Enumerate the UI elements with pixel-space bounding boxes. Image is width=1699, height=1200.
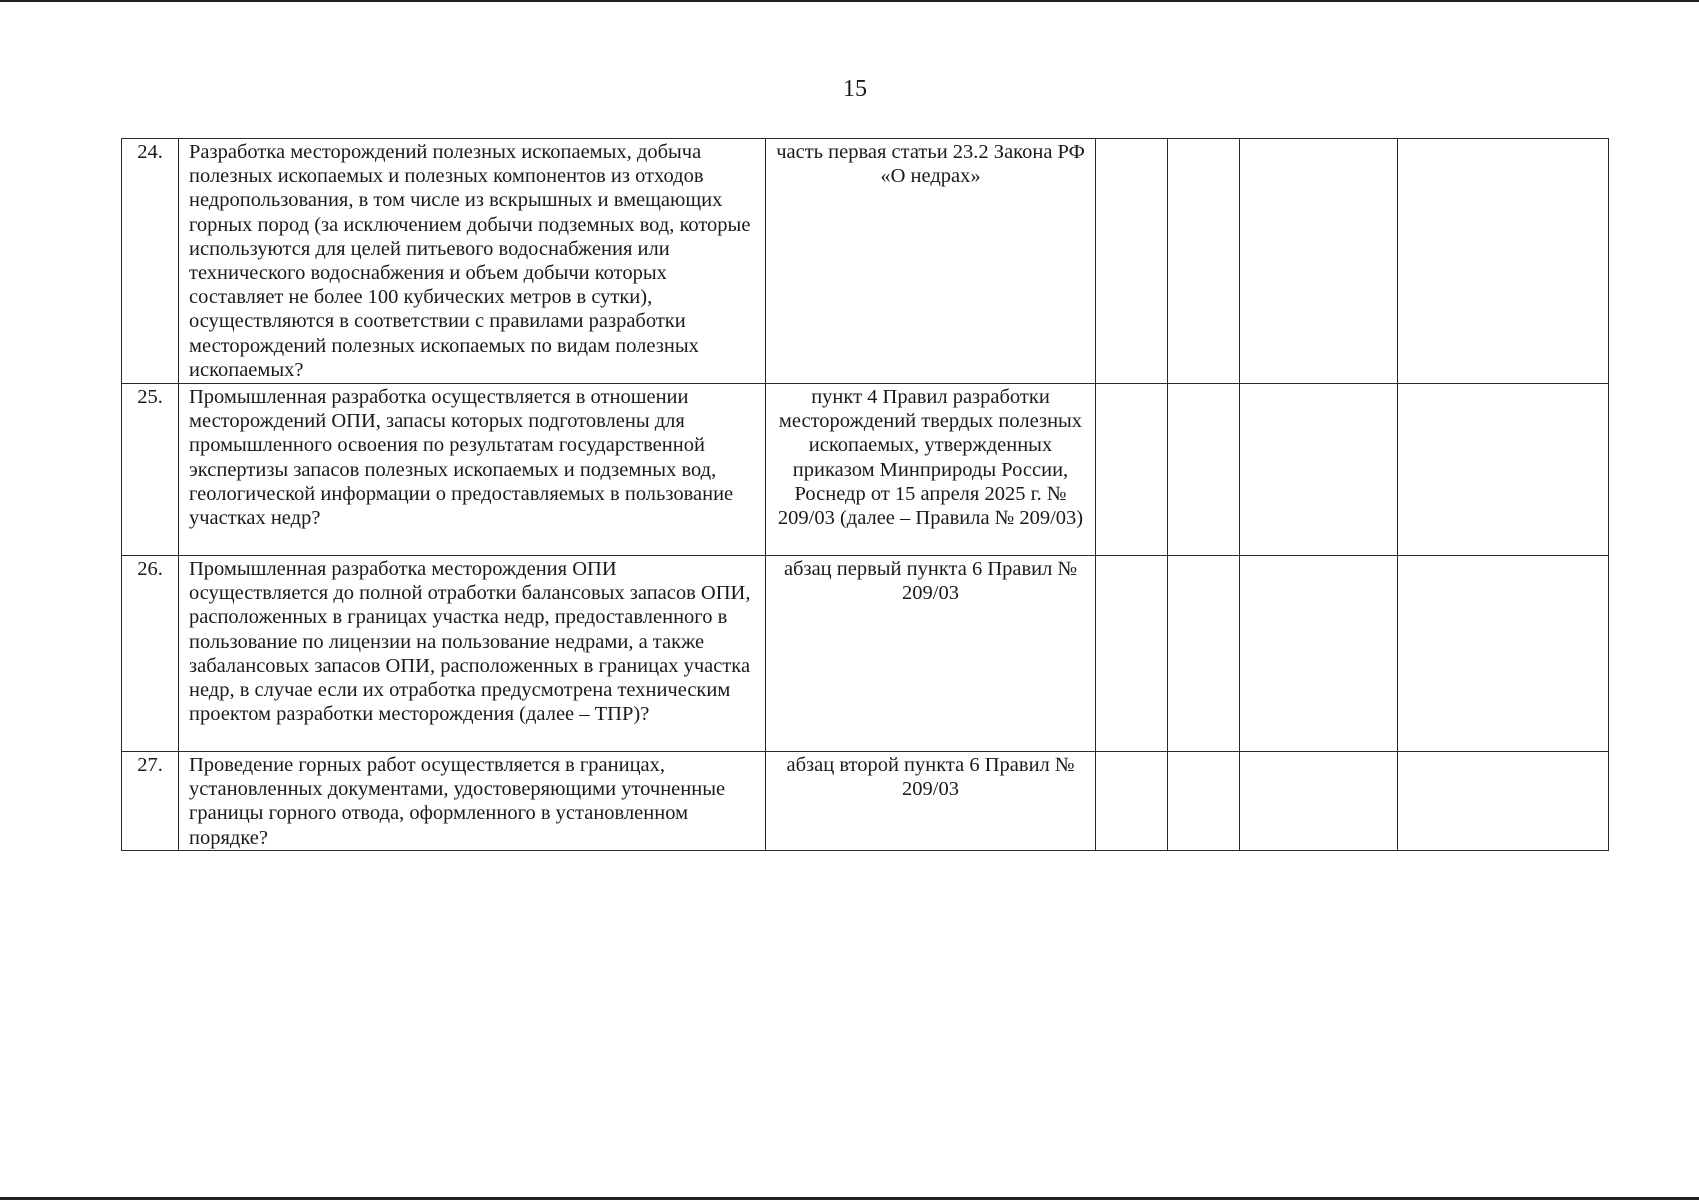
question-text: Проведение горных работ осуществляется в границах, установленных документами, удостоверяющими уточненные границы горного отвода, оформленного в установленном порядке? (179, 752, 766, 851)
answer-yes-cell (1096, 384, 1168, 556)
note-cell (1398, 556, 1609, 752)
legal-reference: пункт 4 Правил разработки месторождений твердых полезных ископаемых, утвержденных приказом Минприроды России, Роснедр от 15 апреля 2025 г. № 209/03 (далее – Правила № 209/03) (766, 384, 1096, 556)
row-number: 26. (122, 556, 179, 752)
table-row (122, 556, 1609, 752)
note-cell (1398, 384, 1609, 556)
row-number: 25. (122, 384, 179, 556)
not-applicable-cell (1240, 752, 1398, 851)
page-number: 15 (843, 76, 867, 102)
legal-reference: часть первая статьи 23.2 Закона РФ «О недрах» (766, 139, 1096, 384)
checklist-table (121, 138, 1609, 851)
not-applicable-cell (1240, 139, 1398, 384)
answer-yes-cell (1096, 139, 1168, 384)
answer-yes-cell (1096, 752, 1168, 851)
answer-no-cell (1168, 139, 1240, 384)
answer-yes-cell (1096, 556, 1168, 752)
answer-no-cell (1168, 556, 1240, 752)
note-cell (1398, 752, 1609, 851)
table-row (122, 384, 1609, 556)
row-number: 24. (122, 139, 179, 384)
legal-reference: абзац второй пункта 6 Правил № 209/03 (766, 752, 1096, 851)
row-number: 27. (122, 752, 179, 851)
table-row (122, 752, 1609, 851)
answer-no-cell (1168, 752, 1240, 851)
legal-reference: абзац первый пункта 6 Правил № 209/03 (766, 556, 1096, 752)
question-text: Промышленная разработка осуществляется в отношении месторождений ОПИ, запасы которых подготовлены для промышленного освоения по результатам государственной экспертизы запасов полезных ископаемых и подземных вод, геологической информации о предоставляемых в пользование участках недр? (179, 384, 766, 556)
not-applicable-cell (1240, 556, 1398, 752)
note-cell (1398, 139, 1609, 384)
question-text: Промышленная разработка месторождения ОПИ осуществляется до полной отработки балансовых запасов ОПИ, расположенных в границах участка недр, предоставленного в пользование по лицензии на пользование недрами, а также забалансовых запасов ОПИ, расположенных в границах участка недр, в случае если их отработка предусмотрена техническим проектом разработки месторождения (далее – ТПР)? (179, 556, 766, 752)
answer-no-cell (1168, 384, 1240, 556)
not-applicable-cell (1240, 384, 1398, 556)
scan-top-border (0, 0, 1699, 2)
table-row (122, 139, 1609, 384)
question-text: Разработка месторождений полезных ископаемых, добыча полезных ископаемых и полезных компонентов из отходов недропользования, в том числе из вскрышных и вмещающих горных пород (за исключением добычи подземных вод, которые используются для целей питьевого водоснабжения или технического водоснабжения и объем добычи которых составляет не более 100 кубических метров в сутки), осуществляются в соответствии с правилами разработки месторождений полезных ископаемых по видам полезных ископаемых? (179, 139, 766, 384)
